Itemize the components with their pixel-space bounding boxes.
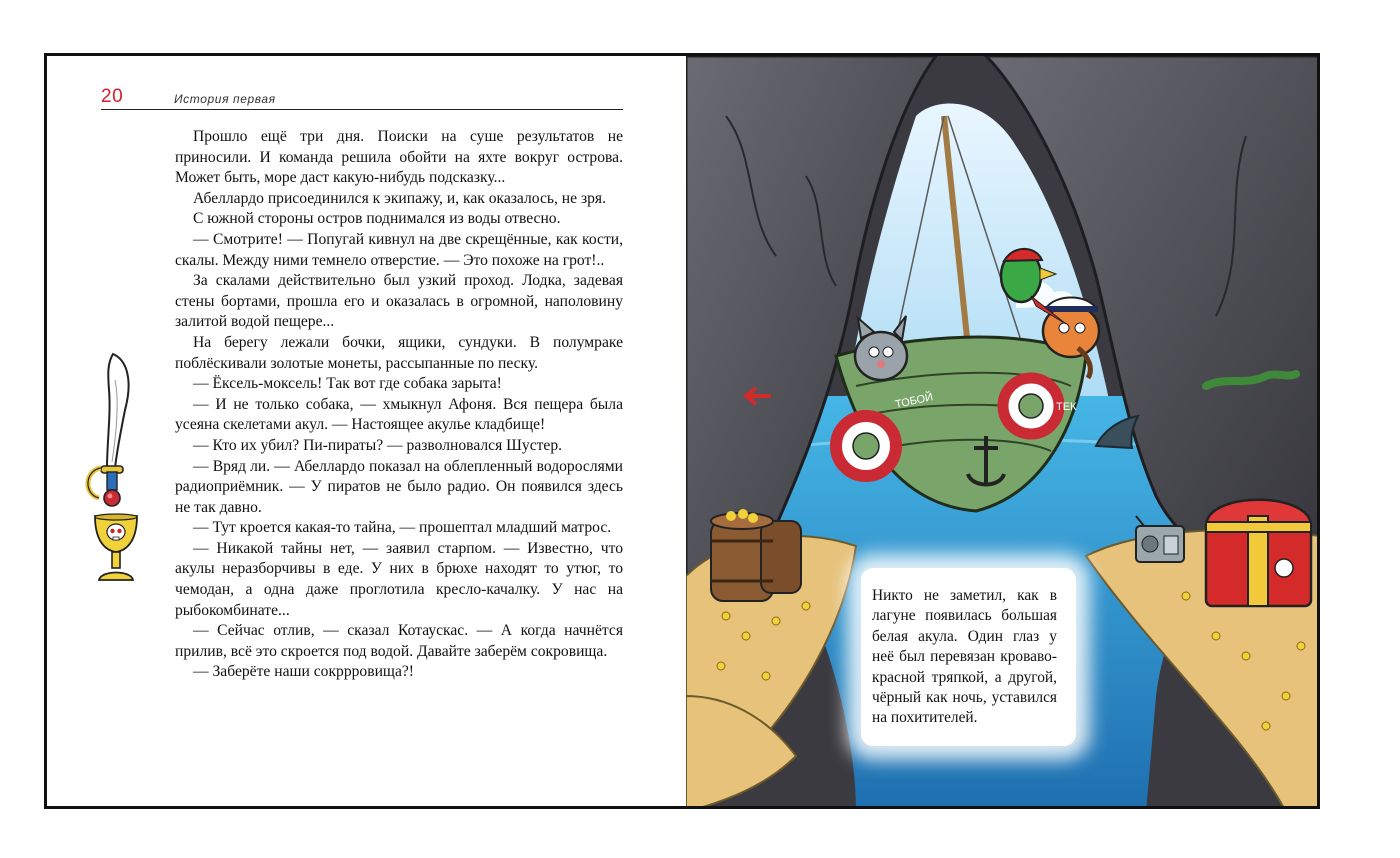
paragraph: — Ёксель-моксель! Так вот где собака зарыта!: [193, 375, 502, 393]
paragraph: — Тут кроется какая-то тайна, — прошептал младший матрос.: [193, 519, 612, 537]
paragraph: — Никакой тайны нет, — заявил старпом. — Известно, что акулы неразборчивы в еде. У них в брюхе находят то утюг, то чемодан, а одна даже проглотила кресло-качалку. У нас на рыбокомбинате...: [175, 539, 623, 619]
illustration-caption: Никто не заметил, как в лагуне появилась большая белая акула. Один глаз у неё был перевязан кроваво-красной тряпкой, а другой, чёрный как ночь, уставился на похитителей.: [872, 587, 1057, 727]
book-spread: [44, 53, 1320, 809]
running-head: История первая: [174, 92, 276, 106]
skull-goblet-icon: [91, 512, 141, 584]
lifebuoy-right: [1003, 378, 1059, 434]
paragraph: С южной стороны остров поднимался из воды отвесно.: [193, 210, 561, 228]
paragraph: — И не только собака, — хмыкнул Афоня. Вся пещера была усеяна скелетами акул. — Настоящее акулье кладбище!: [175, 395, 623, 434]
pirate-sabre-icon: [81, 350, 141, 510]
paragraph: Прошло ещё три дня. Поиски на суше результатов не приносили. И команда решила обойти на яхте вокруг острова. Может быть, море даст какую-нибудь подсказку...: [175, 128, 623, 187]
paragraph: Абеллардо присоединился к экипажу, и, как оказалось, не зря.: [193, 189, 606, 207]
page-number: 20: [101, 86, 124, 107]
barrels: [711, 509, 801, 601]
body-text: [175, 127, 623, 683]
paragraph: — Заберёте наши сокррровища?!: [193, 663, 414, 681]
paragraph: — Сейчас отлив, — сказал Котаускас. — А когда начнётся прилив, всё это скроется под водой. Давайте заберём сокровища.: [175, 622, 623, 660]
lifebuoy-left: [836, 416, 896, 476]
illustration-page: [686, 56, 1320, 806]
paragraph: — Вряд ли. — Абеллардо показал на облепленный водорослями радиоприёмник. — У пиратов не было радио. Он появился здесь не так давно.: [175, 457, 623, 516]
treasure-chest: [1206, 500, 1311, 606]
lifebuoy-text-left: ТОБОЙ: [894, 391, 935, 411]
paragraph: На берегу лежали бочки, ящики, сундуки. В полумраке поблёскивали золотые монеты, рассыпанные по песку.: [175, 333, 623, 372]
paragraph: — Кто их убил? Пи-пираты? — разволновался Шустер.: [193, 436, 563, 454]
header-rule: [101, 109, 623, 110]
lifebuoy-text-right: ТЕК: [1056, 401, 1077, 413]
paragraph: За скалами действительно был узкий проход. Лодка, задевая стены бортами, прошла его и оказалась в огромной, наполовину залитой водой пещере...: [175, 272, 623, 331]
paragraph: — Смотрите! — Попугай кивнул на две скрещённые, как кости, скалы. Между ними темнело отверстие. — Это похоже на грот!..: [175, 230, 623, 269]
left-page: [47, 56, 687, 806]
